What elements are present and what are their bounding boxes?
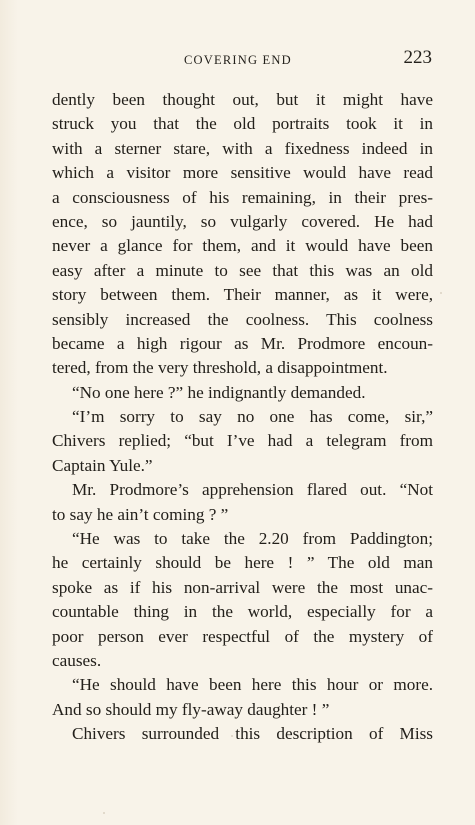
paragraph-line: Chivers surrounded this description of Miss: [72, 724, 433, 744]
text-line: story between them. Their manner, as it were,: [52, 285, 433, 305]
text-line: poor person ever respectful of the mystery of: [52, 626, 433, 646]
running-title: COVERING END: [184, 53, 292, 67]
text-line: dently been thought out, but it might have: [52, 90, 433, 109]
paper-speck: [231, 735, 233, 737]
text-line: a consciousness of his remaining, in their pres-: [52, 187, 433, 207]
running-head: [52, 46, 432, 70]
dialogue-line: “I’m sorry to say no one has come, sir,”: [72, 407, 433, 427]
text-line: countable thing in the world, especially for a: [52, 602, 433, 622]
text-line: spoke as if his non-arrival were the most unac-: [52, 577, 433, 597]
text-line: never a glance for them, and it would have been: [52, 236, 433, 256]
text-line: tered, from the very threshold, a disappointment.: [52, 358, 388, 378]
paper-speck: [440, 292, 442, 294]
text-line: easy after a minute to see that this was an old: [52, 260, 433, 280]
text-line: ence, so jauntily, so vulgarly covered. He had: [52, 211, 433, 231]
dialogue-line: “He was to take the 2.20 from Paddington;: [72, 529, 433, 549]
paragraph-line: Mr. Prodmore’s apprehension flared out. “Not: [72, 480, 433, 500]
text-line: struck you that the old portraits took it in: [52, 114, 433, 134]
text-line: which a visitor more sensitive would have read: [52, 163, 433, 183]
text-line: And so should my fly-away daughter ! ”: [52, 699, 330, 719]
text-line: Captain Yule.”: [52, 455, 153, 475]
dialogue-line: “He should have been here this hour or more.: [72, 675, 433, 695]
paper-speck: [298, 590, 300, 592]
body-text: [52, 88, 433, 747]
text-line: sensibly increased the coolness. This coolness: [52, 309, 433, 329]
text-line: to say he ain’t coming ? ”: [52, 504, 229, 524]
page-number: 223: [403, 47, 432, 68]
text-line: with a sterner stare, with a fixedness indeed in: [52, 138, 433, 158]
text-line: became a high rigour as Mr. Prodmore encoun-: [52, 333, 433, 353]
text-line: Chivers replied; “but I’ve had a telegram from: [52, 431, 433, 451]
text-line: causes.: [52, 650, 102, 670]
text-line: he certainly should be here ! ” The old man: [52, 553, 433, 573]
paper-speck: [103, 812, 105, 814]
dialogue-line: “No one here ?” he indignantly demanded.: [72, 382, 366, 402]
